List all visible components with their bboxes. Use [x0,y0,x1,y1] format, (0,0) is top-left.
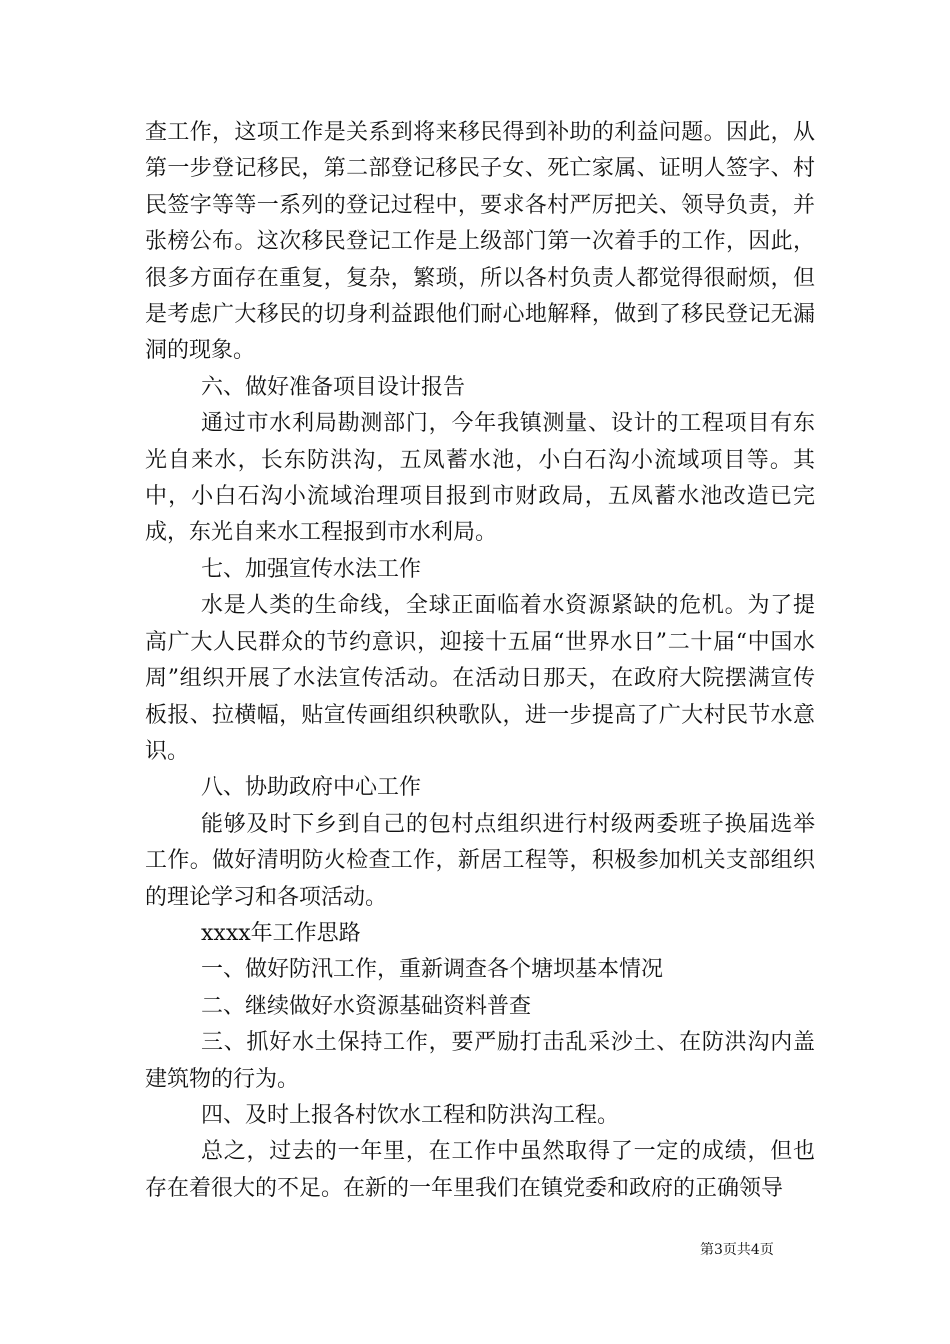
heading-section-eight: 八、协助政府中心工作 [201,775,422,801]
plan-item-four: 四、及时上报各村饮水工程和防洪沟工程。 [201,1102,620,1128]
paragraph-government-work: 能够及时下乡到自己的包村点组织进行村级两委班子换届选举工作。做好清明防火检查工作，新居工程等，积极参加机关支部组织的理论学习和各项活动。 [145,811,815,910]
paragraph-conclusion: 总之，过去的一年里，在工作中虽然取得了一定的成绩，但也存在着很大的不足。在新的一年里我们在镇党委和政府的正确领导 [145,1139,815,1201]
paragraph-migrant-registration: 查工作，这项工作是关系到将来移民得到补助的利益问题。因此，从第一步登记移民，第二部登记移民子女、死亡家属、证明人签字、村民签字等等一系列的登记过程中，要求各村严厉把关、领导负责，并张榜公布。这次移民登记工作是上级部门第一次着手的工作，因此，很多方面存在重复，复杂，繁琐，所以各村负责人都觉得很耐烦，但是考虑广大移民的切身利益跟他们耐心地解释，做到了移民登记无漏洞的现象。 [145,120,815,364]
heading-section-six: 六、做好准备项目设计报告 [201,374,466,400]
plan-item-three: 三、抓好水土保持工作，要严励打击乱采沙土、在防洪沟内盖建筑物的行为。 [145,1030,815,1092]
page-number: 第3页共4页 [700,1242,774,1258]
document-body [145,115,815,1207]
paragraph-water-law-publicity: 水是人类的生命线，全球正面临着水资源紧缺的危机。为了提高广大人民群众的节约意识，迎接十五届“世界水日”二十届“中国水周”组织开展了水法宣传活动。在活动日那天，在政府大院摆满宣传板报、拉横幅，贴宣传画组织秧歌队，进一步提高了广大村民节水意识。 [145,593,815,764]
heading-work-plan: xxxx年工作思路 [201,920,361,946]
paragraph-project-design: 通过市水利局勘测部门，今年我镇测量、设计的工程项目有东光自来水，长东防洪沟，五凤蓄水池，小白石沟小流域项目等。其中，小白石沟小流域治理项目报到市财政局，五凤蓄水池改造已完成，东光自来水工程报到市水利局。 [145,411,815,546]
plan-item-one: 一、做好防汛工作，重新调查各个塘坝基本情况 [201,957,664,983]
heading-section-seven: 七、加强宣传水法工作 [201,556,422,582]
plan-item-two: 二、继续做好水资源基础资料普查 [201,993,532,1019]
